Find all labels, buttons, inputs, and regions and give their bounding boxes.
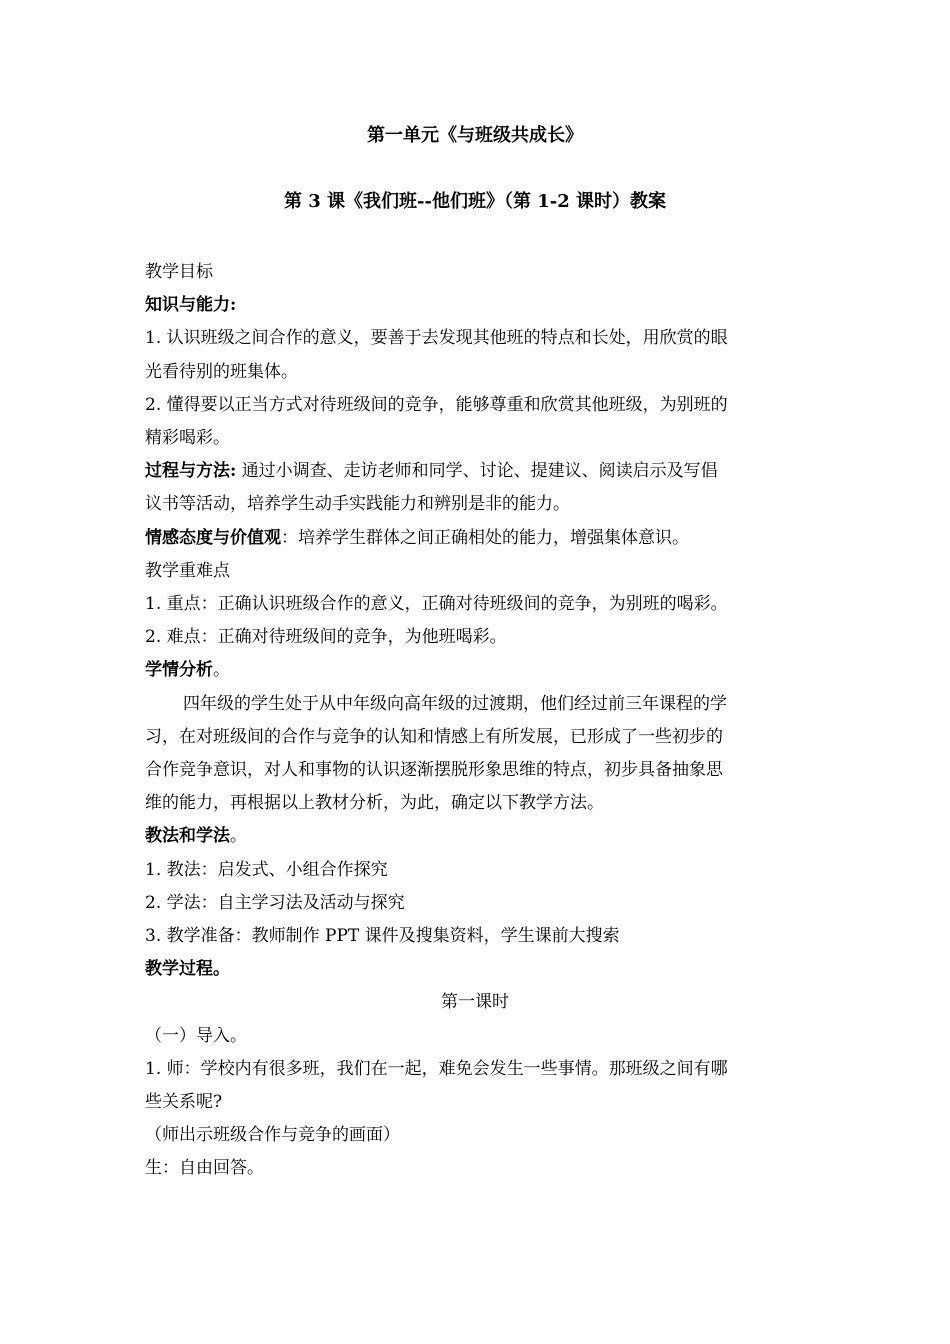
methods-heading: 教法和学法 bbox=[145, 826, 230, 847]
objectives-heading: 教学目标 bbox=[145, 262, 213, 282]
methods-heading-suffix: 。 bbox=[230, 826, 247, 847]
method-item-2: 2. 学法：自主学习法及活动与探究 bbox=[145, 892, 405, 913]
document-body bbox=[145, 256, 805, 1186]
emotion-text: ：培养学生群体之间正确相处的能力，增强集体意识。 bbox=[281, 527, 689, 548]
analysis-line-2: 习，在对班级间的合作与竞争的认知和情感上有所发展，已形成了一些初步的 bbox=[145, 726, 723, 747]
lesson-title: 第 3 课《我们班--他们班》（第 1-2 课时）教案 bbox=[283, 191, 667, 212]
emotion-label: 情感态度与价值观 bbox=[145, 527, 281, 548]
process-method-label: 过程与方法: bbox=[145, 461, 237, 482]
process-method-paragraph-line-2: 议书等活动，培养学生动手实践能力和辨别是非的能力。 bbox=[145, 494, 570, 515]
knowledge-item-2-line-1: 2. 懂得要以正当方式对待班级间的竞争，能够尊重和欣赏其他班级，为别班的 bbox=[145, 394, 728, 415]
session-title: 第一课时 bbox=[441, 992, 509, 1013]
unit-title: 第一单元《与班级共成长》 bbox=[367, 125, 583, 146]
key-points-heading: 教学重难点 bbox=[145, 560, 230, 581]
key-point-2: 2. 难点：正确对待班级间的竞争，为他班喝彩。 bbox=[145, 627, 507, 648]
method-item-3: 3. 教学准备：教师制作 PPT 课件及搜集资料，学生课前大搜索 bbox=[145, 926, 620, 947]
teacher-line-2: 些关系呢? bbox=[145, 1092, 223, 1113]
analysis-heading-line bbox=[145, 654, 805, 687]
analysis-line-1: 四年级的学生处于从中年级向高年级的过渡期，他们经过前三年课程的学 bbox=[183, 693, 727, 714]
analysis-line-4: 维的能力，再根据以上教材分析，为此，确定以下教学方法。 bbox=[145, 793, 604, 814]
analysis-line-3: 合作竞争意识，对人和事物的认识逐渐摆脱形象思维的特点，初步具备抽象思 bbox=[145, 760, 723, 781]
intro-heading: （一）导入。 bbox=[145, 1025, 247, 1046]
process-method-text: 通过小调查、走访老师和同学、讨论、提建议、阅读启示及写倡 bbox=[236, 461, 718, 482]
student-response: 生：自由回答。 bbox=[145, 1158, 264, 1179]
teacher-line-1: 1. 师：学校内有很多班，我们在一起，难免会发生一些事情。那班级之间有哪 bbox=[145, 1058, 728, 1079]
knowledge-item-1-line-2: 光看待别的班集体。 bbox=[145, 361, 298, 382]
teacher-note: （师出示班级合作与竞争的画面） bbox=[145, 1125, 400, 1146]
knowledge-item-2-line-2: 精彩喝彩。 bbox=[145, 428, 230, 449]
analysis-heading-suffix: 。 bbox=[213, 660, 230, 681]
methods-heading-line bbox=[145, 820, 805, 853]
teaching-process-heading: 教学过程。 bbox=[145, 959, 230, 980]
knowledge-heading: 知识与能力: bbox=[145, 295, 237, 316]
key-point-1: 1. 重点：正确认识班级合作的意义，正确对待班级间的竞争，为别班的喝彩。 bbox=[145, 594, 728, 615]
process-method-paragraph-line-1 bbox=[145, 455, 805, 488]
emotion-paragraph bbox=[145, 522, 805, 555]
method-item-1: 1. 教法：启发式、小组合作探究 bbox=[145, 859, 388, 880]
knowledge-item-1-line-1: 1. 认识班级之间合作的意义，要善于去发现其他班的特点和长处，用欣赏的眼 bbox=[145, 328, 728, 349]
analysis-heading: 学情分析 bbox=[145, 660, 213, 681]
